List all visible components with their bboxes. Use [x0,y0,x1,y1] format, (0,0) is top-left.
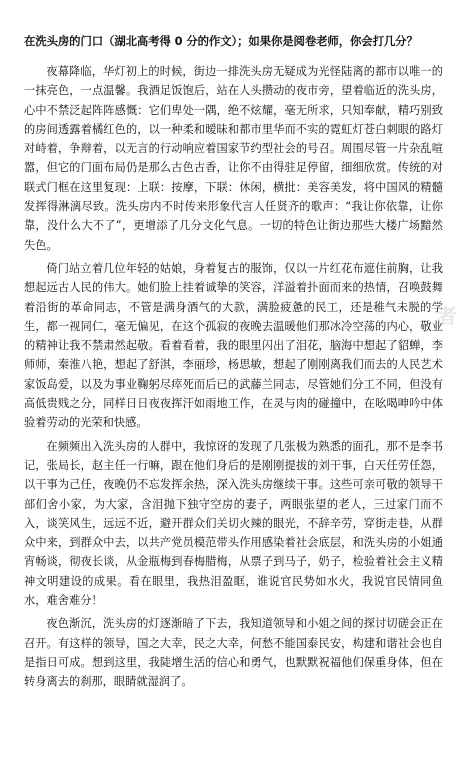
paragraph-3: 在频频出入洗头房的人群中，我惊讶的发现了几张极为熟悉的面孔，那不是李书记，张局长，赵主任一行嘛，跟在他们身后的是刚刚提拔的刘干事，白天任劳任怨，以干事为己任，夜晚仍不忘发挥余热，深入洗头房继续干事。这些可亲可敬的领导干部们舍小家，为大家，含泪抛下独守空房的妻子，两眼张望的老人，三过家门而不入，谈笑风生，远远不近，避开群众们关切火辣的眼光，不辞辛劳，穿街走巷，从群众中来，到群众中去，以共产党员模范带头作用感染着社会底层，和洗头房的小姐通宵畅谈，彻夜长谈，从金瓶梅到春梅腊梅，从票子到马子，奶子，检验着社会主义精神文明建设的成果。看在眼里，我热泪盈眶，谁说官民势如水火，我说官民情同鱼水，难舍难分！ [24,439,443,608]
watermark: 者 [437,304,459,328]
document-title: 在洗头房的门口（湖北高考得 0 分的作文）；如果你是阅卷老师，你会打几分？ [24,34,418,48]
paragraph-1: 夜幕降临，华灯初上的时候，街边一排洗头房无疑成为光怪陆离的都市以唯一的一抹亮色，一点温馨。我酒足饭饱后，站在人头攒动的夜市旁，望着临近的洗头房，心中不禁泛起阵阵感慨：它们卑处一隅，绝不炫耀，毫无所求，只知奉献，精巧别致的房间透露着橘红色的，以一种柔和暧昧和都市里华而不实的霓虹灯苍白刺眼的路灯对峙着，争辩着，以无言的行动响应着国家节约型社会的号召。周围尽管一片杂乱喧嚣，但它的门面布局仍是那么古色古香，让你不由得驻足停留，细细欣赏。传统的对联式门框在这里复现：上联：按摩，下联：休闲，横批：美容美发，将中国风的精髓发挥得淋漓尽致。洗头房内不时传来形象代言人任贤齐的歌声：“我让你依靠，让你靠，没什么大不了”，更增添了几分文化气息。一切的特色让街边那些大楼广场黯然失色。 [24,65,443,252]
paragraph-4: 夜色渐沉，洗头房的灯逐渐暗了下去，我知道领导和小姐之间的探讨切磋会正在召开。有这样的领导，国之大幸，民之大幸，何愁不能国泰民安，构建和谐社会也自是指日可成。想到这里，我陡增生活的信心和勇气，也默默祝福他们保重身体，但在转身离去的刹那，眼睛就湿润了。 [24,617,443,689]
paragraph-2: 倚门站立着几位年轻的姑娘，身着复古的服饰，仅以一片红花布遮住前胸，让我想起远古人民的伟大。她们脸上挂着诚挚的笑容，洋溢着扑面而来的热情，召唤鼓舞着沿街的革命同志，不管是满身酒气的大款，满脸疲惫的民工，还是稚气未脱的学生，都一视同仁，毫无偏见，在这个孤寂的夜晚去温暖他们那冰冷空荡的内心，敬业的精神让我不禁肃然起敬。看着看着，我的眼里闪出了泪花，脑海中想起了貂蝉，李师师，秦淮八艳，想起了舒淇，李丽珍，杨思敏，想起了刚刚离我们而去的人民艺术家饭岛爱，以及为事业鞠躬尽瘁死而后已的武藤兰同志，尽管她们分工不同，但没有高低贵贱之分，同样日日夜夜挥汗如雨地工作，在灵与肉的碰撞中，在吆喝呻吟中体验着劳动的光荣和快感。 [24,261,443,430]
